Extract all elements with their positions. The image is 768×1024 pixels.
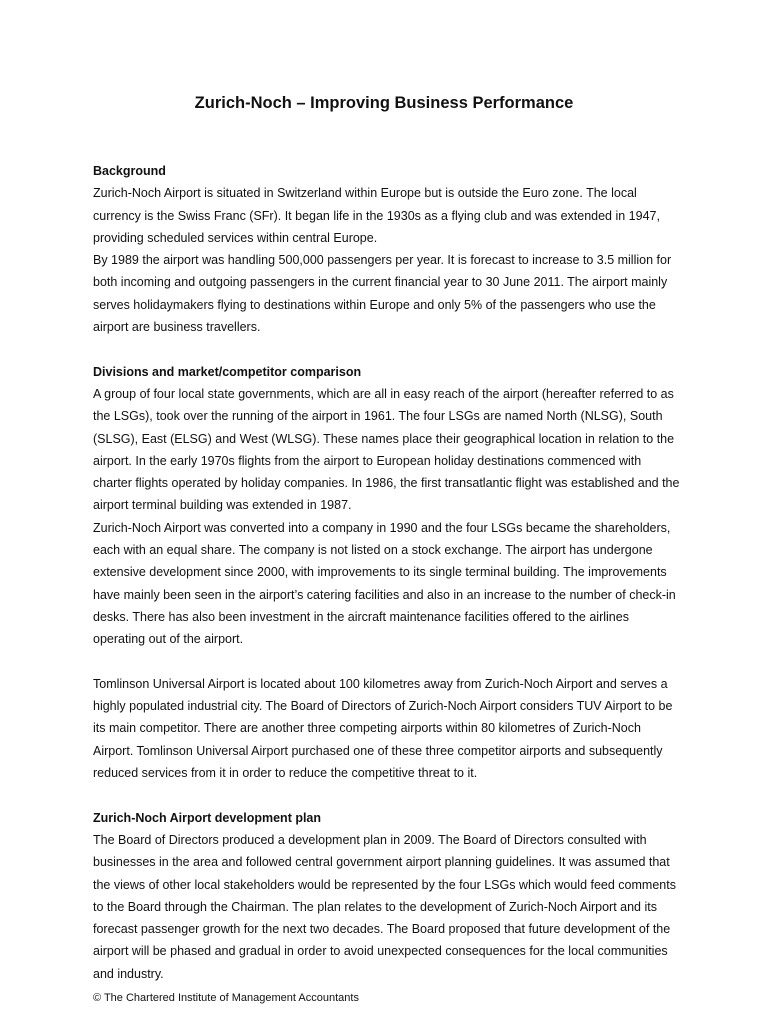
spacer (93, 784, 683, 806)
document-body (93, 160, 683, 985)
paragraph: The Board of Directors produced a development plan in 2009. The Board of Directors consulted with businesses in the area and followed central government airport planning guidelines. It was assumed that the views of other local stakeholders would be represented by the four LSGs which would feed comments to the Board through the Chairman. The plan relates to the development of Zurich-Noch Airport and its forecast passenger growth for the next two decades. The Board proposed that future development of the airport will be phased and gradual in order to avoid unexpected consequences for the local communities and industry. (93, 832, 676, 981)
paragraph: Zurich-Noch Airport was converted into a company in 1990 and the four LSGs became the shareholders, each with an equal share. The company is not listed on a stock exchange. The airport has undergone extensive development since 2000, with improvements to its single terminal building. The improvements have mainly been seen in the airport’s catering facilities and also in an increase to the number of check-in desks. There has also been investment in the aircraft maintenance facilities offered to the airlines operating out of the airport. (93, 520, 676, 647)
section-divisions (93, 361, 683, 785)
copyright-footer: © The Chartered Institute of Management Accountants (93, 992, 359, 1004)
paragraph: By 1989 the airport was handling 500,000 passengers per year. It is forecast to increase to 3.5 million for both incoming and outgoing passengers in the current financial year to 30 June 2011. The airport mainly serves holidaymakers flying to destinations within Europe and only 5% of the passengers who use the airport are business travellers. (93, 253, 672, 335)
spacer (93, 338, 683, 360)
section-heading: Background (93, 164, 166, 178)
spacer (93, 651, 683, 673)
section-background (93, 160, 683, 338)
section-heading: Divisions and market/competitor comparison (93, 364, 362, 379)
paragraph: Tomlinson Universal Airport is located about 100 kilometres away from Zurich-Noch Airport and serves a highly populated industrial city. The Board of Directors of Zurich-Noch Airport considers TUV Airport to be its main competitor. There are another three competing airports within 80 kilometres of Zurich-Noch Airport. Tomlinson Universal Airport purchased one of these three competitor airports and subsequently reduced services from it in order to reduce the competitive threat to it. (93, 676, 673, 781)
page-title: Zurich-Noch – Improving Business Performance (194, 94, 574, 112)
paragraph: Zurich-Noch Airport is situated in Switzerland within Europe but is outside the Euro zone. The local currency is the Swiss Franc (SFr). It began life in the 1930s as a flying club and was extended in 1947, providing scheduled services within central Europe. (93, 186, 660, 245)
section-development-plan (93, 807, 683, 985)
paragraph: A group of four local state governments, which are all in easy reach of the airport (hereafter referred to as the LSGs), took over the running of the airport in 1961. The four LSGs are named North (NLSG), South (SLSG), East (ELSG) and West (WLSG). These names place their geographical location in relation to the airport. In the early 1970s flights from the airport to European holiday destinations commenced with charter flights operated by holiday companies. In 1986, the first transatlantic flight was established and the airport terminal building was extended in 1987. (93, 386, 680, 513)
section-heading: Zurich-Noch Airport development plan (93, 810, 322, 825)
